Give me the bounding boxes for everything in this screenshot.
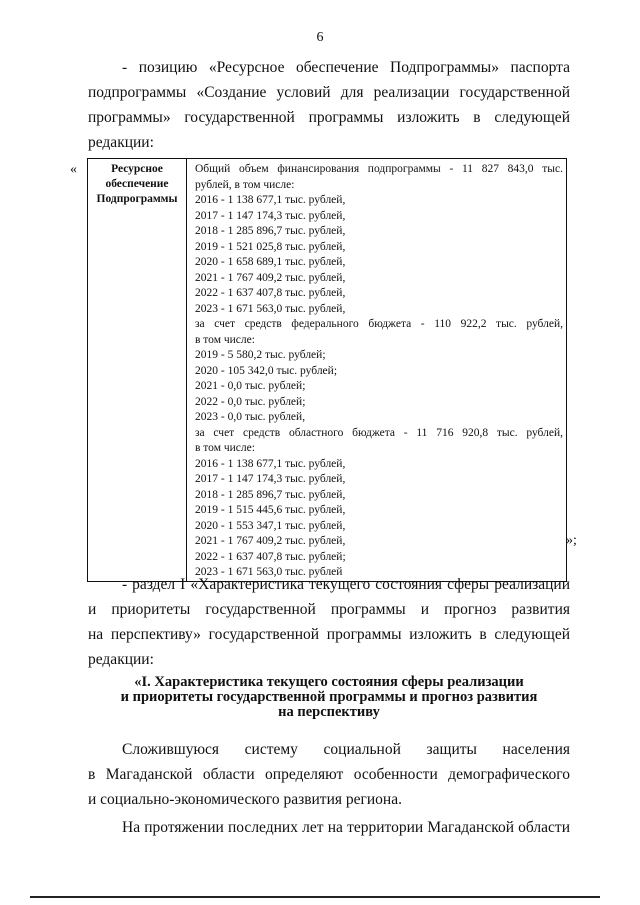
resource-line: 2017 - 1 147 174,3 тыс. рублей, <box>195 209 346 222</box>
resource-line: в том числе: <box>195 442 255 454</box>
intro-line: подпрограммы «Создание условий для реализации государственной <box>88 84 570 101</box>
page-number: 6 <box>316 30 324 45</box>
resource-line: 2020 - 1 658 689,1 тыс. рублей, <box>195 256 346 268</box>
resource-line: 2022 - 1 637 407,8 тыс. рублей; <box>195 550 346 563</box>
resource-line: 2017 - 1 147 174,3 тыс. рублей, <box>195 473 346 485</box>
body-line: и социально-экономического развития региона. <box>88 791 402 808</box>
section-intro-line: - раздел I «Характеристика текущего состояния сферы реализации <box>122 576 570 593</box>
body-line: Сложившуюся систему социальной защиты населения <box>122 741 570 758</box>
intro-line: - позицию «Ресурсное обеспечение Подпрограммы» паспорта <box>122 59 570 76</box>
resource-line: за счет средств областного бюджета - 11 716 920,8 тыс. рублей, <box>195 426 563 439</box>
section-intro-paragraph <box>88 575 570 668</box>
intro-line: программы» государственной программы изложить в следующей <box>88 109 570 126</box>
resource-line: 2018 - 1 285 896,7 тыс. рублей, <box>195 225 346 237</box>
page-bottom-rule <box>30 896 600 898</box>
section-intro-line: и приоритеты государственной программы и прогноз развития <box>88 601 570 618</box>
resource-values-cell <box>187 159 567 582</box>
section-heading-line: «I. Характеристика текущего состояния сферы реализации <box>134 674 524 690</box>
resource-line: 2021 - 1 767 409,2 тыс. рублей, <box>195 271 346 284</box>
resource-line: 2016 - 1 138 677,1 тыс. рублей, <box>195 194 346 206</box>
resource-line: в том числе: <box>195 333 255 346</box>
resource-line: 2022 - 0,0 тыс. рублей; <box>195 395 306 408</box>
resource-line: 2018 - 1 285 896,7 тыс. рублей, <box>195 488 346 501</box>
intro-line: редакции: <box>88 134 154 151</box>
intro-paragraph <box>88 58 570 151</box>
resource-table <box>87 158 567 582</box>
resource-line: Общий объем финансирования подпрограммы - 11 827 843,0 тыс. <box>195 163 563 175</box>
resource-line: 2022 - 1 637 407,8 тыс. рублей, <box>195 287 346 299</box>
resource-label-cell <box>88 159 187 582</box>
resource-line: 2020 - 105 342,0 тыс. рублей; <box>195 364 338 377</box>
resource-label-line: Ресурсное <box>111 163 163 175</box>
resource-label-line: обеспечение <box>105 178 169 190</box>
section-intro-line: на перспективу» государственной программы изложить в следующей <box>88 626 570 643</box>
body-paragraph <box>88 740 570 810</box>
resource-line: 2019 - 1 515 445,6 тыс. рублей, <box>195 504 346 516</box>
section-heading-line: на перспективу <box>278 704 380 720</box>
body-line: На протяжении последних лет на территории Магаданской области <box>122 819 570 836</box>
resource-line: 2019 - 1 521 025,8 тыс. рублей, <box>195 240 346 253</box>
resource-line: 2016 - 1 138 677,1 тыс. рублей, <box>195 457 346 470</box>
resource-line: 2020 - 1 553 347,1 тыс. рублей, <box>195 519 346 532</box>
section-heading <box>88 675 570 720</box>
section-heading-line: и приоритеты государственной программы и прогноз развития <box>120 689 538 705</box>
closing-quote: »; <box>566 533 577 548</box>
resource-line: рублей, в том числе: <box>195 178 295 191</box>
section-intro-line: редакции: <box>88 651 154 668</box>
resource-label-line: Подпрограммы <box>96 193 178 205</box>
opening-quote: « <box>70 162 77 177</box>
resource-line: 2021 - 0,0 тыс. рублей; <box>195 380 306 392</box>
resource-line: за счет средств федерального бюджета - 110 922,2 тыс. рублей, <box>195 318 563 330</box>
body-line: в Магаданской области определяют особенности демографического <box>88 766 570 783</box>
resource-line: 2023 - 1 671 563,0 тыс. рублей, <box>195 302 346 315</box>
body-paragraph <box>88 818 570 843</box>
resource-line: 2023 - 1 671 563,0 тыс. рублей <box>195 566 343 578</box>
resource-line: 2023 - 0,0 тыс. рублей, <box>195 411 306 423</box>
resource-line: 2019 - 5 580,2 тыс. рублей; <box>195 349 326 361</box>
resource-line: 2021 - 1 767 409,2 тыс. рублей, <box>195 535 346 547</box>
